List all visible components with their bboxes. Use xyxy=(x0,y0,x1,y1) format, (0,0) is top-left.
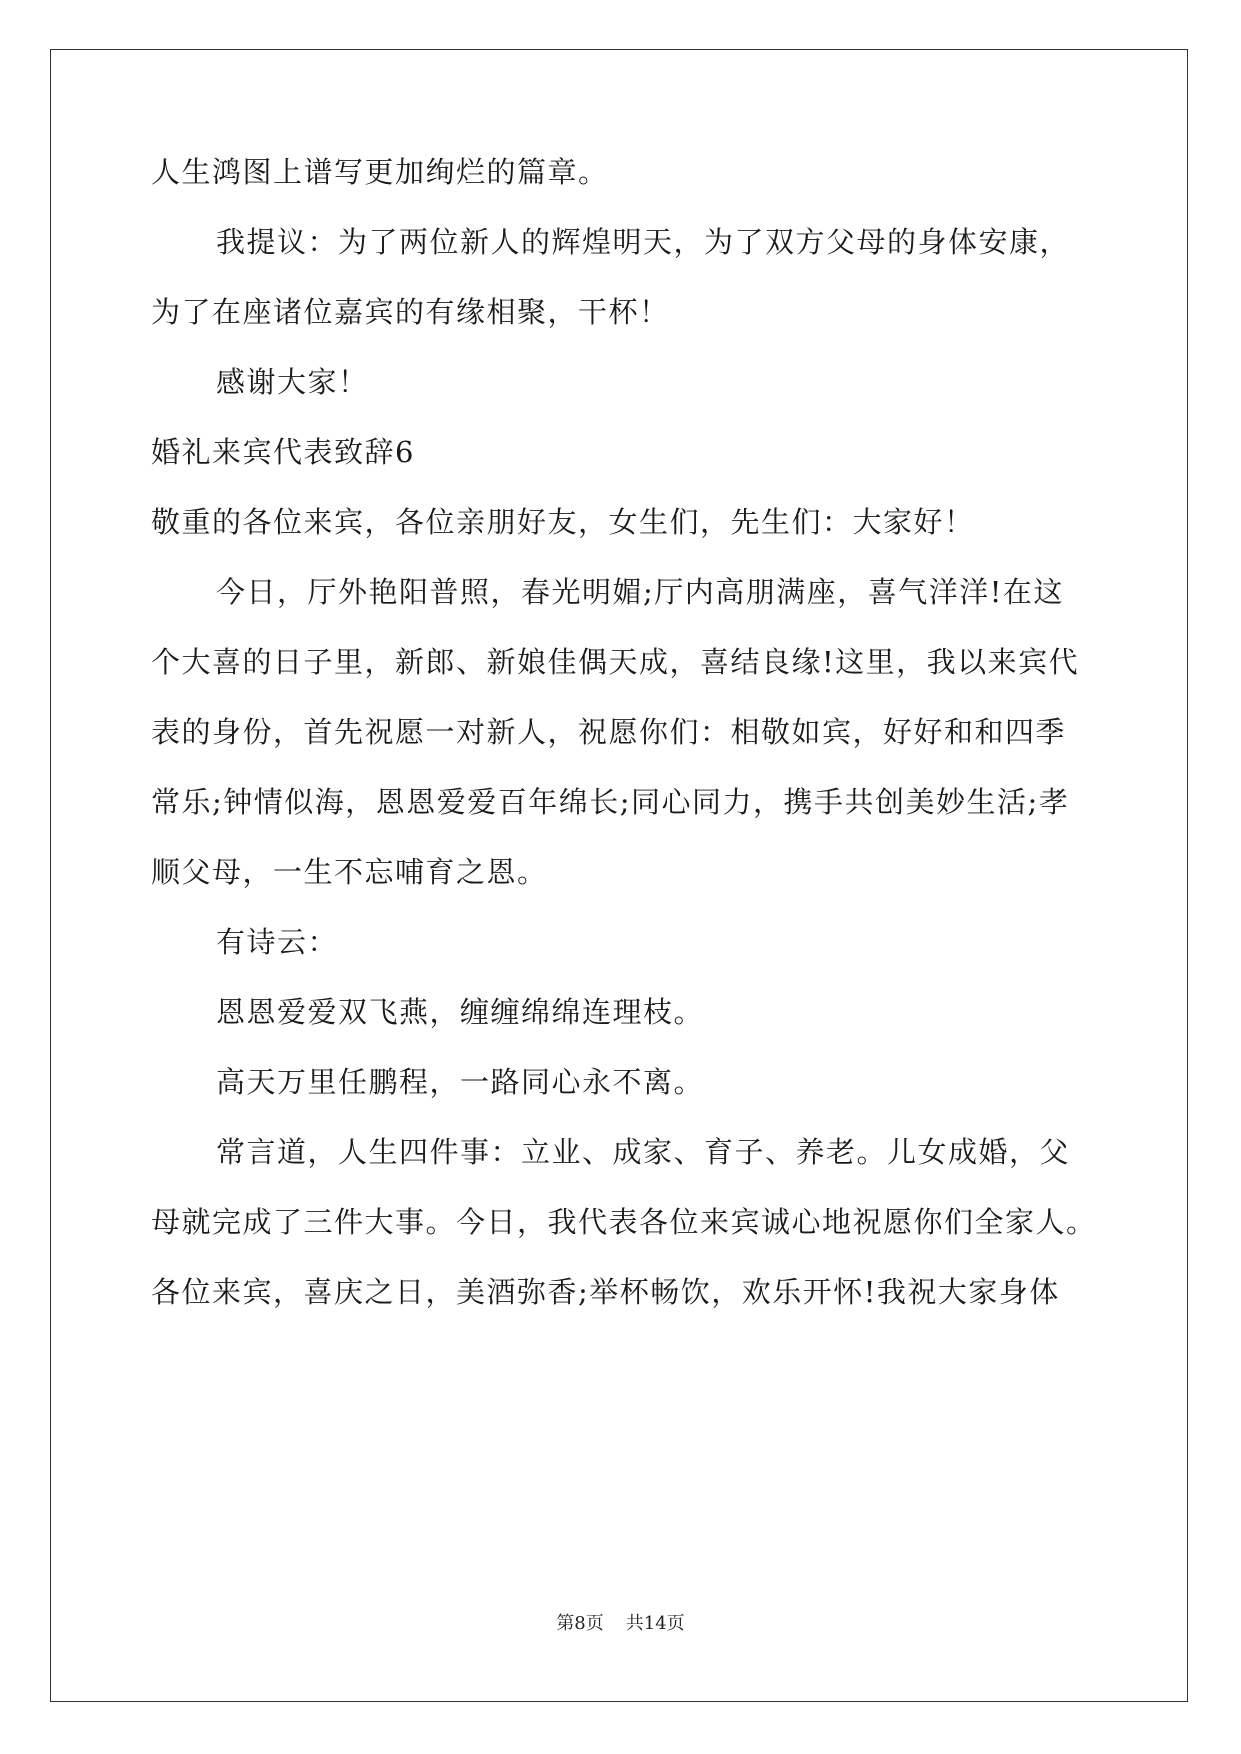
body-line: 有诗云： xyxy=(216,925,339,959)
body-line: 母就完成了三件大事。今日，我代表各位来宾诚心地祝愿你们全家人。 xyxy=(151,1205,1097,1239)
section-heading: 婚礼来宾代表致辞6 xyxy=(151,435,415,469)
body-line: 常乐;钟情似海，恩恩爱爱百年绵长;同心同力，携手共创美妙生活;孝 xyxy=(151,785,1070,819)
body-line: 常言道，人生四件事：立业、成家、育子、养老。儿女成婚，父 xyxy=(216,1135,1071,1169)
body-line: 感谢大家！ xyxy=(216,365,369,399)
page-number: 第8页 xyxy=(556,1613,604,1634)
poem-line: 恩恩爱爱双飞燕，缠缠绵绵连理枝。 xyxy=(216,995,705,1029)
body-line: 人生鸿图上谱写更加绚烂的篇章。 xyxy=(151,155,609,189)
salutation-line: 敬重的各位来宾，各位亲朋好友，女生们，先生们：大家好！ xyxy=(151,505,975,539)
body-line: 个大喜的日子里，新郎、新娘佳偶天成，喜结良缘!这里，我以来宾代 xyxy=(151,645,1080,679)
poem-line: 高天万里任鹏程，一路同心永不离。 xyxy=(216,1065,705,1099)
body-line: 表的身份，首先祝愿一对新人，祝愿你们：相敬如宾，好好和和四季 xyxy=(151,715,1067,749)
body-line: 各位来宾，喜庆之日，美酒弥香;举杯畅饮，欢乐开怀!我祝大家身体 xyxy=(151,1275,1060,1309)
body-line: 今日，厅外艳阳普照，春光明媚;厅内高朋满座，喜气洋洋!在这 xyxy=(216,575,1064,609)
body-line: 我提议：为了两位新人的辉煌明天，为了双方父母的身体安康， xyxy=(216,225,1071,259)
body-line: 为了在座诸位嘉宾的有缘相聚，干杯！ xyxy=(151,295,670,329)
page-total: 共14页 xyxy=(625,1613,685,1634)
body-line: 顺父母，一生不忘哺育之恩。 xyxy=(151,855,548,889)
page-footer xyxy=(0,1612,1241,1636)
